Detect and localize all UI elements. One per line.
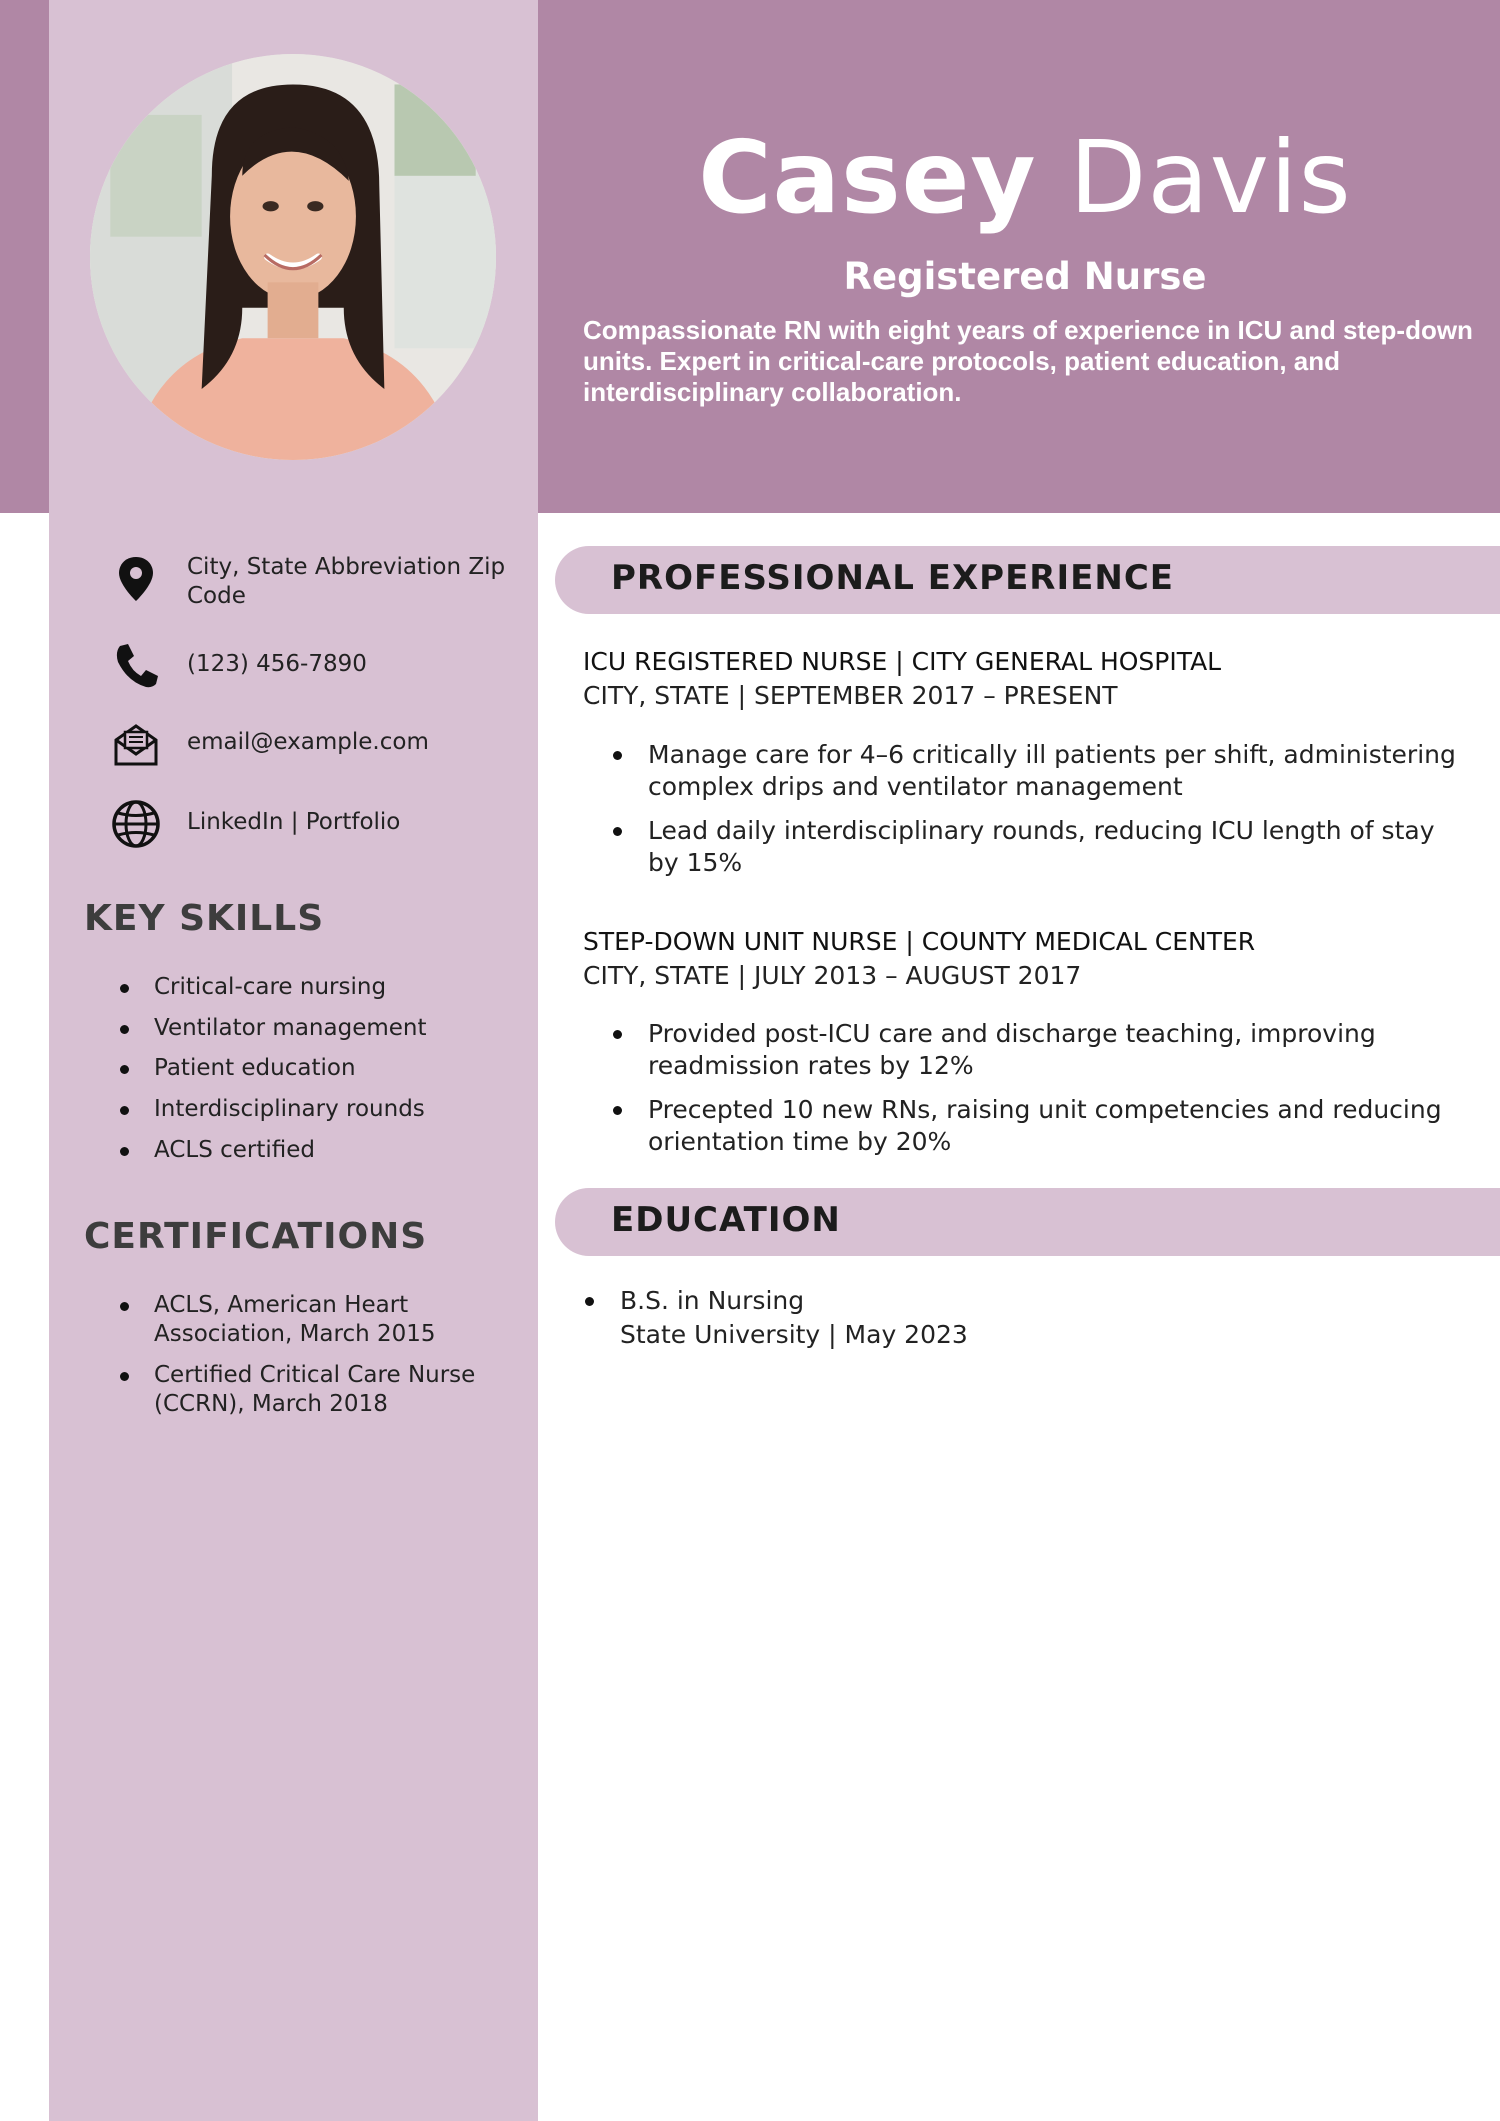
skills-heading: KEY SKILLS bbox=[84, 898, 325, 939]
first-name: Casey bbox=[698, 119, 1037, 236]
candidate-name bbox=[560, 118, 1490, 238]
skill-item: ACLS certified bbox=[118, 1136, 518, 1165]
skill-item: Critical-care nursing bbox=[118, 973, 518, 1002]
globe-icon bbox=[110, 798, 162, 850]
job-bullet: Provided post-ICU care and discharge teaching, improving readmission rates by 12% bbox=[610, 1018, 1470, 1082]
location-text: City, State Abbreviation Zip Code bbox=[187, 554, 506, 609]
certifications-heading: CERTIFICATIONS bbox=[84, 1216, 428, 1257]
experience-section-bar bbox=[555, 546, 1500, 614]
profile-photo bbox=[90, 54, 496, 460]
skills-list bbox=[118, 973, 518, 1165]
contact-location bbox=[110, 553, 520, 611]
job-2-title: STEP-DOWN UNIT NURSE | COUNTY MEDICAL CENTER bbox=[583, 927, 1256, 956]
job-1-meta: CITY, STATE | SEPTEMBER 2017 – PRESENT bbox=[583, 681, 1118, 710]
skill-item: Ventilator management bbox=[118, 1014, 518, 1043]
certification-item: Certified Critical Care Nurse (CCRN), March 2018 bbox=[118, 1361, 498, 1419]
contact-links bbox=[110, 798, 520, 850]
job-2-meta: CITY, STATE | JULY 2013 – AUGUST 2017 bbox=[583, 961, 1082, 990]
education-degree: B.S. in Nursing bbox=[620, 1286, 805, 1315]
certification-item: ACLS, American Heart Association, March 2015 bbox=[118, 1291, 498, 1349]
job-bullet: Manage care for 4–6 critically ill patients per shift, administering complex drips and ventilator management bbox=[610, 739, 1470, 803]
envelope-icon bbox=[110, 718, 162, 770]
job-1-bullets bbox=[610, 739, 1470, 891]
education-section-bar bbox=[555, 1188, 1500, 1256]
education-entry bbox=[583, 1284, 1443, 1352]
education-heading: EDUCATION bbox=[611, 1200, 841, 1240]
links-text: LinkedIn | Portfolio bbox=[187, 809, 401, 835]
job-1-title: ICU REGISTERED NURSE | CITY GENERAL HOSPITAL bbox=[583, 647, 1222, 676]
phone-icon bbox=[110, 640, 162, 692]
contact-phone bbox=[110, 640, 520, 692]
contact-email bbox=[110, 718, 520, 770]
skill-item: Interdisciplinary rounds bbox=[118, 1095, 518, 1124]
experience-heading: PROFESSIONAL EXPERIENCE bbox=[611, 558, 1174, 598]
job-bullet: Precepted 10 new RNs, raising unit competencies and reducing orientation time by 20% bbox=[610, 1094, 1470, 1158]
certifications-list bbox=[118, 1291, 498, 1419]
map-pin-icon bbox=[110, 553, 162, 605]
job-title-header: Registered Nurse bbox=[843, 255, 1207, 298]
summary: Compassionate RN with eight years of experience in ICU and step-down units. Expert in critical-care protocols, patient education, and interdisciplinary collaboration. bbox=[583, 315, 1473, 407]
job-2-bullets bbox=[610, 1018, 1470, 1170]
job-bullet: Lead daily interdisciplinary rounds, reducing ICU length of stay by 15% bbox=[610, 815, 1470, 879]
last-name: Davis bbox=[1069, 119, 1352, 236]
email-text: email@example.com bbox=[187, 729, 429, 755]
phone-text: (123) 456-7890 bbox=[187, 651, 367, 677]
skill-item: Patient education bbox=[118, 1054, 518, 1083]
education-school: State University | May 2023 bbox=[620, 1320, 968, 1349]
